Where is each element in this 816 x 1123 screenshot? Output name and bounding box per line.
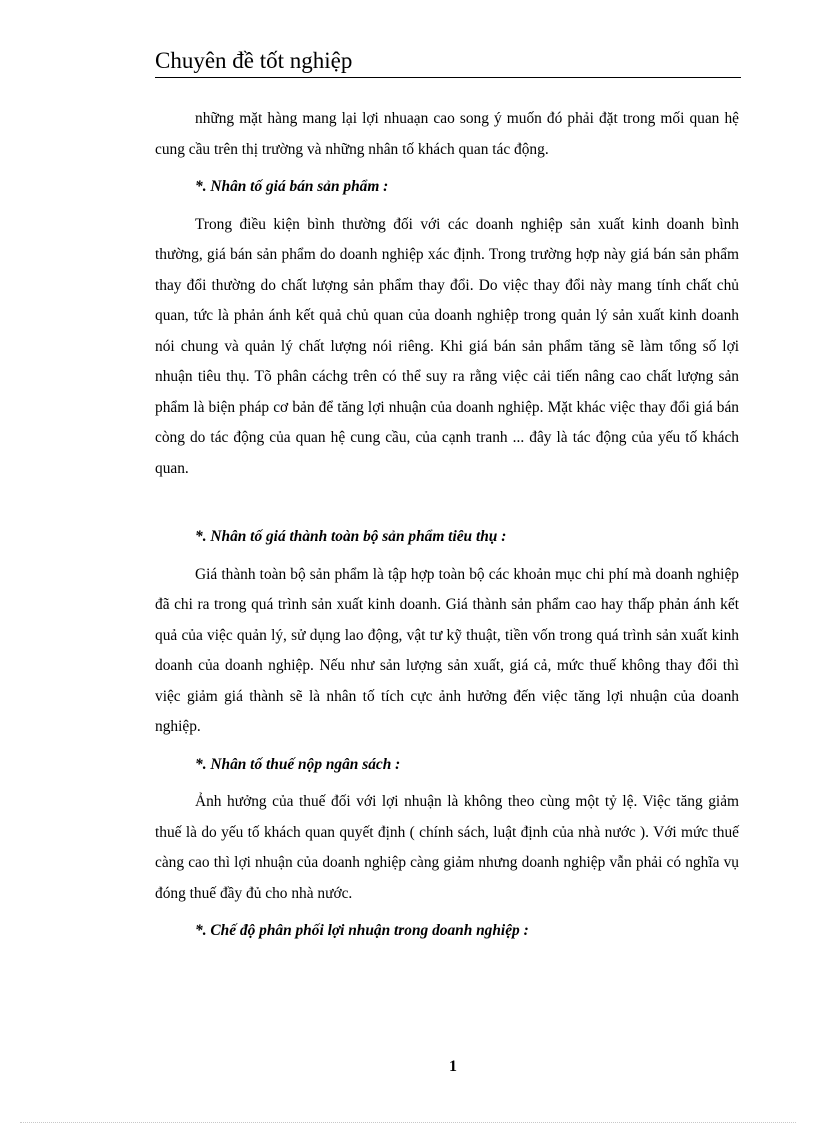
section-heading-profit-distribution: *. Chế độ phân phối lợi nhuận trong doanh nghiệp : bbox=[195, 922, 529, 939]
section-heading-total-cost: *. Nhân tố giá thành toàn bộ sản phẩm tiêu thụ : bbox=[195, 528, 507, 545]
section-heading-selling-price: *. Nhân tố giá bán sản phẩm : bbox=[195, 178, 389, 195]
page-number: 1 bbox=[449, 1058, 457, 1075]
spacer bbox=[155, 203, 739, 210]
paragraph-selling-price: Trong điều kiện bình thường đối với các doanh nghiệp sản xuất kinh doanh bình thường, giá bán sản phẩm do doanh nghiệp xác định. Trong trường hợp này giá bán sản phẩm thay đổi thường do chất lượng sản phẩm thay đổi. Do việc thay đổi này mang tính chất chủ quan, tức là phản ánh kết quả chủ quan của doanh nghiệp trong quản lý sản xuất kinh doanh nói chung và quản lý chất lượng nói riêng. Khi giá bán sản phẩm tăng sẽ làm tổng số lợi nhuận tiêu thụ. Tõ phân cáchg trên có thể suy ra rằng việc cải tiến nâng cao chất lượng sản phẩm là biện pháp cơ bản để tăng lợi nhuận của doanh nghiệp. Mặt khác việc thay đổi giá bán còng do tác động của quan hệ cung cầu, của cạnh tranh ... đây là tác động của yếu tố khách quan. bbox=[155, 215, 739, 477]
spacer bbox=[155, 484, 739, 522]
paragraph-tax: Ảnh hưởng của thuế đối với lợi nhuận là không theo cùng một tỷ lệ. Việc tăng giảm thuế là do yếu tố khách quan quyết định ( chính sách, luật định của nhà nước ). Với mức thuế càng cao thì lợi nhuận của doanh nghiệp càng giảm nhưng doanh nghiệp vẫn phải có nghĩa vụ đóng thuế đầy đủ cho nhà nước. bbox=[155, 793, 739, 902]
spacer bbox=[155, 909, 739, 916]
spacer bbox=[155, 553, 739, 560]
paragraph-intro: những mặt hàng mang lại lợi nhuaạn cao song ý muốn đó phải đặt trong mối quan hệ cung cầu trên thị trường và những nhân tố khách quan tác động. bbox=[155, 110, 739, 158]
document-header-title: Chuyên đề tốt nghiệp bbox=[155, 48, 353, 73]
header-divider bbox=[155, 77, 741, 78]
section-heading-tax: *. Nhân tố thuế nộp ngân sách : bbox=[195, 755, 401, 773]
spacer bbox=[155, 780, 739, 787]
document-body bbox=[155, 104, 739, 947]
spacer bbox=[155, 743, 739, 750]
paragraph-total-cost: Giá thành toàn bộ sản phẩm là tập hợp toàn bộ các khoản mục chi phí mà doanh nghiệp đã chi ra trong quá trình sản xuất kinh doanh. Giá thành sản phẩm cao hay thấp phản ánh kết quả của việc quản lý, sử dụng lao động, vật tư kỹ thuật, tiền vốn trong quá trình sản xuất kinh doanh của doanh nghiệp. Nếu như sản lượng sản xuất, giá cả, mức thuế không thay đổi thì việc giảm giá thành sẽ là nhân tố tích cực ảnh hưởng đến việc tăng lợi nhuận của doanh nghiệp. bbox=[155, 565, 739, 735]
spacer bbox=[155, 165, 739, 172]
